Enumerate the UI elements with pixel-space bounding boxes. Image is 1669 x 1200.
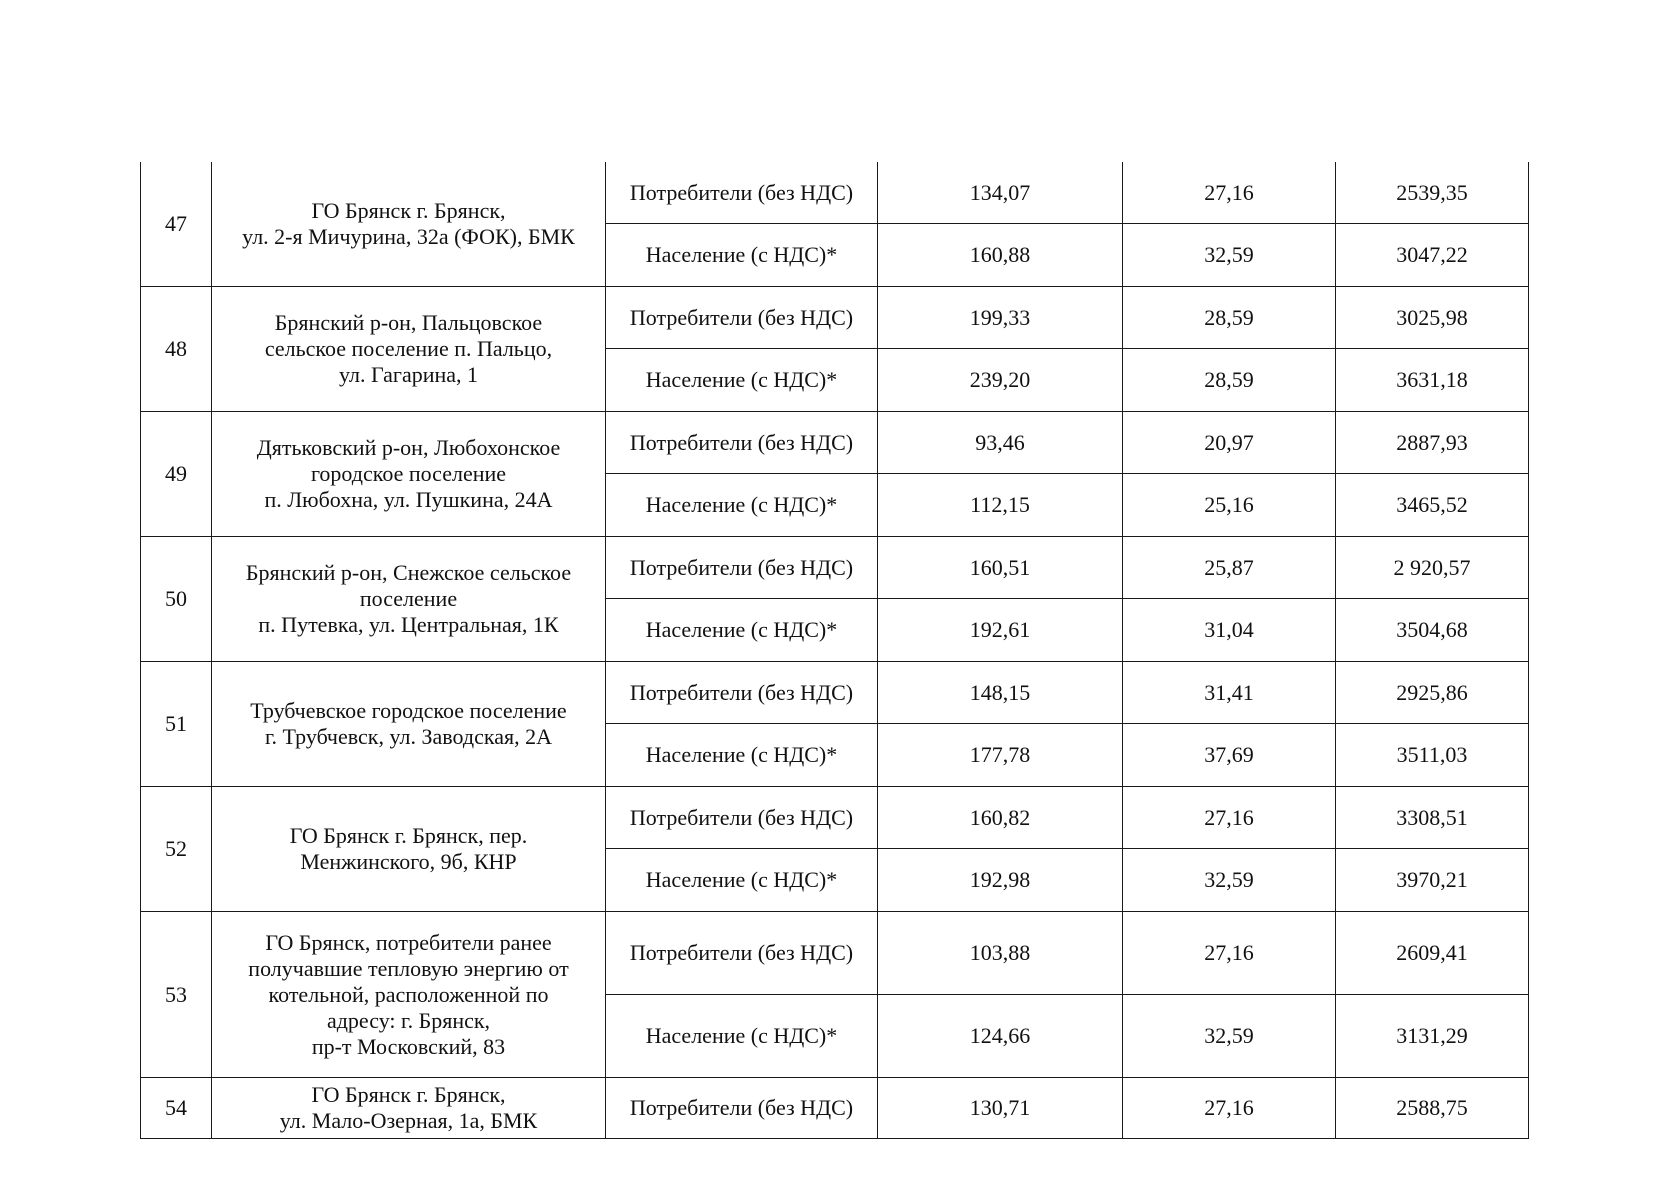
value-cell: 3465,52 bbox=[1336, 474, 1529, 537]
value-cell: 25,87 bbox=[1123, 537, 1336, 599]
value-cell: 192,98 bbox=[878, 849, 1123, 912]
value-cell: 160,51 bbox=[878, 537, 1123, 599]
row-address: ГО Брянск г. Брянск, ул. Мало-Озерная, 1а, БМК bbox=[212, 1078, 606, 1139]
consumer-category: Потребители (без НДС) bbox=[606, 787, 878, 849]
value-cell: 3131,29 bbox=[1336, 995, 1529, 1078]
consumer-category: Население (с НДС)* bbox=[606, 849, 878, 912]
row-number: 53 bbox=[141, 912, 212, 1078]
value-cell: 103,88 bbox=[878, 912, 1123, 995]
row-address: Дятьковский р-он, Любохонское городское поселение п. Любохна, ул. Пушкина, 24А bbox=[212, 412, 606, 537]
row-number: 50 bbox=[141, 537, 212, 662]
value-cell: 20,97 bbox=[1123, 412, 1336, 474]
value-cell: 32,59 bbox=[1123, 224, 1336, 287]
value-cell: 124,66 bbox=[878, 995, 1123, 1078]
consumer-category: Население (с НДС)* bbox=[606, 474, 878, 537]
row-number: 48 bbox=[141, 287, 212, 412]
value-cell: 28,59 bbox=[1123, 349, 1336, 412]
row-address: Трубчевское городское поселение г. Трубчевск, ул. Заводская, 2А bbox=[212, 662, 606, 787]
tariff-table bbox=[140, 162, 1529, 1139]
value-cell: 134,07 bbox=[878, 162, 1123, 224]
row-address: ГО Брянск г. Брянск, ул. 2-я Мичурина, 32а (ФОК), БМК bbox=[212, 162, 606, 287]
consumer-category: Потребители (без НДС) bbox=[606, 912, 878, 995]
table-row bbox=[141, 162, 1529, 224]
table-row bbox=[141, 287, 1529, 349]
value-cell: 25,16 bbox=[1123, 474, 1336, 537]
consumer-category: Потребители (без НДС) bbox=[606, 162, 878, 224]
value-cell: 31,04 bbox=[1123, 599, 1336, 662]
consumer-category: Население (с НДС)* bbox=[606, 995, 878, 1078]
consumer-category: Потребители (без НДС) bbox=[606, 537, 878, 599]
consumer-category: Население (с НДС)* bbox=[606, 599, 878, 662]
consumer-category: Потребители (без НДС) bbox=[606, 287, 878, 349]
row-address: Брянский р-он, Пальцовское сельское поселение п. Пальцо, ул. Гагарина, 1 bbox=[212, 287, 606, 412]
value-cell: 3025,98 bbox=[1336, 287, 1529, 349]
value-cell: 27,16 bbox=[1123, 912, 1336, 995]
row-number: 51 bbox=[141, 662, 212, 787]
consumer-category: Потребители (без НДС) bbox=[606, 412, 878, 474]
value-cell: 2925,86 bbox=[1336, 662, 1529, 724]
row-address: ГО Брянск, потребители ранее получавшие тепловую энергию от котельной, расположенной по адресу: г. Брянск, пр-т Московский, 83 bbox=[212, 912, 606, 1078]
value-cell: 239,20 bbox=[878, 349, 1123, 412]
value-cell: 93,46 bbox=[878, 412, 1123, 474]
value-cell: 112,15 bbox=[878, 474, 1123, 537]
consumer-category: Потребители (без НДС) bbox=[606, 1078, 878, 1139]
tariff-table-body bbox=[141, 162, 1529, 1139]
consumer-category: Население (с НДС)* bbox=[606, 224, 878, 287]
table-row bbox=[141, 1078, 1529, 1139]
value-cell: 3047,22 bbox=[1336, 224, 1529, 287]
value-cell: 3504,68 bbox=[1336, 599, 1529, 662]
value-cell: 160,82 bbox=[878, 787, 1123, 849]
value-cell: 148,15 bbox=[878, 662, 1123, 724]
value-cell: 177,78 bbox=[878, 724, 1123, 787]
value-cell: 2588,75 bbox=[1336, 1078, 1529, 1139]
table-row bbox=[141, 787, 1529, 849]
value-cell: 2609,41 bbox=[1336, 912, 1529, 995]
value-cell: 2887,93 bbox=[1336, 412, 1529, 474]
table-row bbox=[141, 537, 1529, 599]
consumer-category: Население (с НДС)* bbox=[606, 349, 878, 412]
value-cell: 28,59 bbox=[1123, 287, 1336, 349]
value-cell: 2539,35 bbox=[1336, 162, 1529, 224]
row-number: 49 bbox=[141, 412, 212, 537]
value-cell: 27,16 bbox=[1123, 787, 1336, 849]
value-cell: 32,59 bbox=[1123, 849, 1336, 912]
consumer-category: Население (с НДС)* bbox=[606, 724, 878, 787]
value-cell: 3970,21 bbox=[1336, 849, 1529, 912]
value-cell: 31,41 bbox=[1123, 662, 1336, 724]
row-number: 54 bbox=[141, 1078, 212, 1139]
value-cell: 3511,03 bbox=[1336, 724, 1529, 787]
table-row bbox=[141, 412, 1529, 474]
value-cell: 130,71 bbox=[878, 1078, 1123, 1139]
value-cell: 37,69 bbox=[1123, 724, 1336, 787]
value-cell: 3308,51 bbox=[1336, 787, 1529, 849]
value-cell: 192,61 bbox=[878, 599, 1123, 662]
row-address: Брянский р-он, Снежское сельское поселение п. Путевка, ул. Центральная, 1К bbox=[212, 537, 606, 662]
table-row bbox=[141, 662, 1529, 724]
value-cell: 27,16 bbox=[1123, 1078, 1336, 1139]
table-row bbox=[141, 912, 1529, 995]
row-number: 52 bbox=[141, 787, 212, 912]
row-address: ГО Брянск г. Брянск, пер. Менжинского, 9б, КНР bbox=[212, 787, 606, 912]
value-cell: 3631,18 bbox=[1336, 349, 1529, 412]
value-cell: 160,88 bbox=[878, 224, 1123, 287]
value-cell: 27,16 bbox=[1123, 162, 1336, 224]
row-number: 47 bbox=[141, 162, 212, 287]
value-cell: 199,33 bbox=[878, 287, 1123, 349]
value-cell: 32,59 bbox=[1123, 995, 1336, 1078]
consumer-category: Потребители (без НДС) bbox=[606, 662, 878, 724]
value-cell: 2 920,57 bbox=[1336, 537, 1529, 599]
